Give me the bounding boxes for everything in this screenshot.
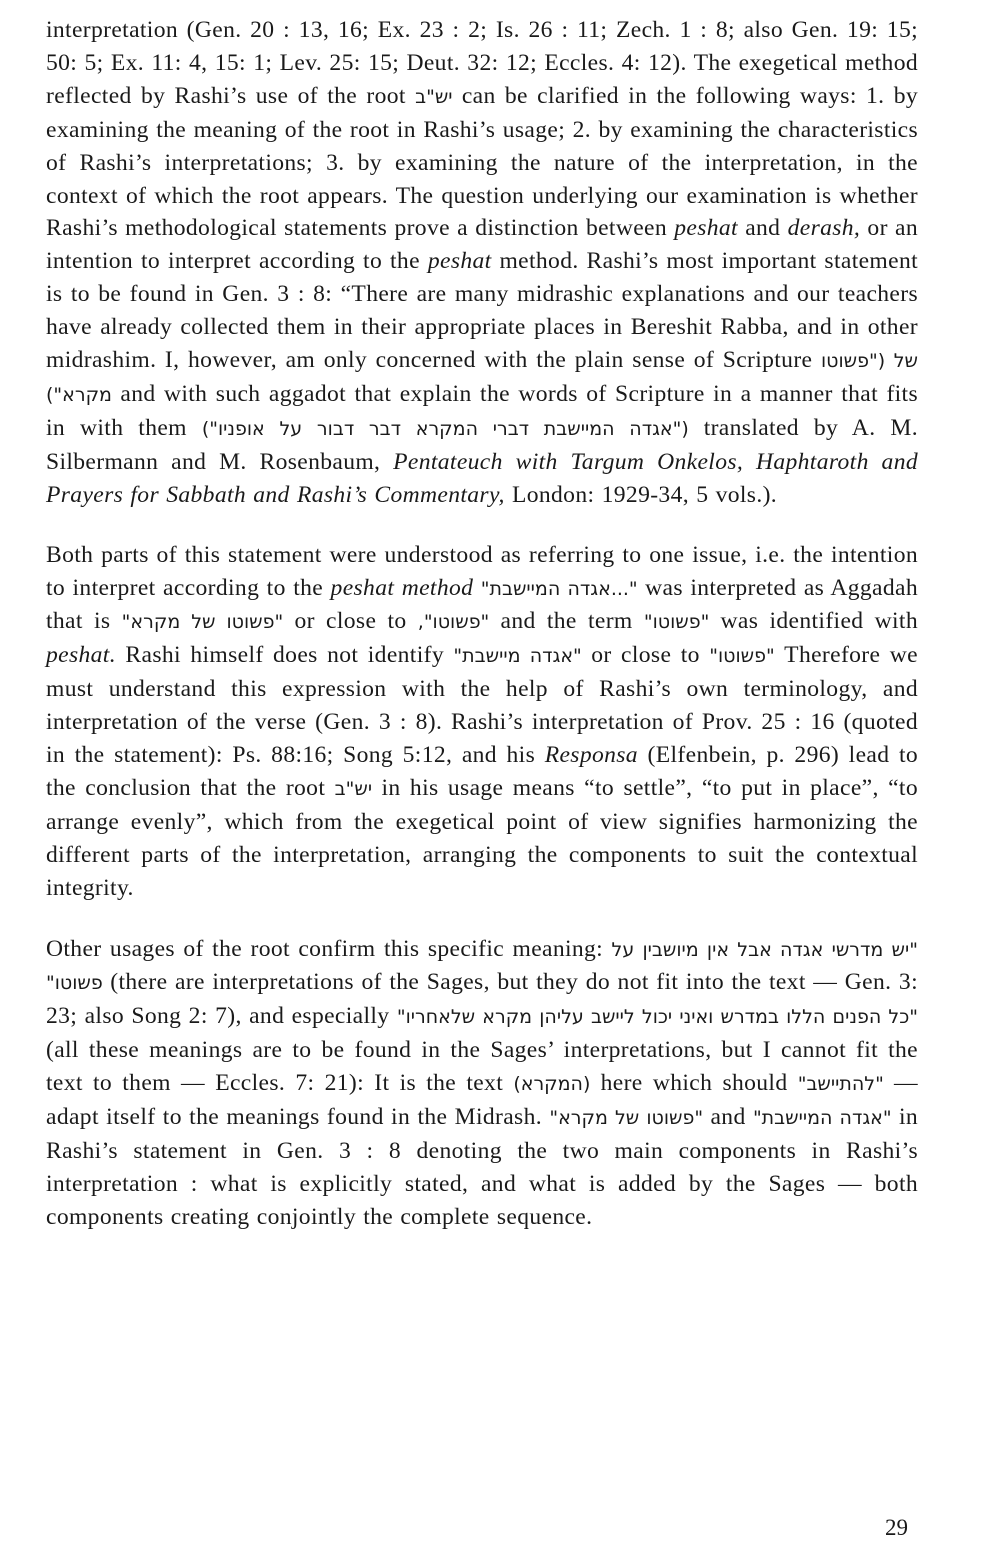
p1-text-5: method. Rashi’s most important statement is to be found in Gen. 3 : 8: “There are many midrashic explanations and our teachers have already collected them in their appropriate places in Bereshit Rabba, and in other midrashim. I, however, am only concerned with the plain sense of Scripture [46, 248, 918, 374]
p2-text-8: or close to [581, 642, 710, 669]
p1-text-7: translated by A. M. Silbermann and M. Rosenbaum, [46, 414, 918, 475]
p3-hebrew-4: "להתיישב" [797, 1073, 884, 1096]
p1-text-3: and [737, 215, 788, 242]
p2-text-2 [473, 575, 480, 601]
p2-hebrew-1: "...אגדה המיישבת" [480, 577, 638, 600]
p2-italic-peshat: peshat. [46, 642, 116, 669]
p1-hebrew-aggadah-quote: ("אגדה המיישבת דברי המקרא דבר דבור על אופניו") [201, 417, 689, 440]
p1-text-8: London: 1929-34, 5 vols.). [504, 481, 778, 508]
p2-hebrew-3: "פשוטו", [417, 611, 490, 634]
p2-hebrew-5: "אגדה מיישבת" [453, 645, 582, 668]
p1-hebrew-peshuto: ("פשוטו [820, 350, 886, 373]
p2-text-10: (Elfenbein, p. 296) lead to the conclusion that the root [46, 742, 918, 801]
p2-text-1: Both parts of this statement were understood as referring to one issue, i.e. the intention to interpret according to the [46, 541, 918, 601]
p2-italic-responsa: Responsa [544, 742, 638, 769]
page-body [46, 14, 918, 1234]
p1-text-6: and with such aggadot that explain the words of Scripture in a manner that fits in with them [46, 380, 918, 441]
paragraph-1 [46, 14, 918, 512]
p2-text-4: or close to [283, 608, 418, 635]
page-number: 29 [885, 1515, 908, 1540]
p1-text-1: interpretation (Gen. 20 : 13, 16; Ex. 23 : 2; Is. 26 : 11; Zech. 1 : 8; also Gen. 19: 15; 50: 5; Ex. 11: 4, 15: 1; Lev. 25: 15; Deut. 32: 12; Eccles. 4: 12). The exegetical method reflected by Rashi’s use of the root [46, 17, 918, 109]
p3-text-3: (all these meanings are to be found in the Sages’ interpretations, but I cannot fit the text to them — Eccles. 7: 21): It is the text [46, 1037, 918, 1097]
p2-hebrew-4: "פשוטו" [643, 611, 710, 634]
p2-text-5: and the term [489, 608, 644, 635]
p3-hebrew-2: "כל הפנים הללו במדרש ואיני יכול ליישב עליהן מקרא שלאחריו" [396, 1006, 918, 1029]
p3-hebrew-3: (המקרא) [513, 1073, 591, 1096]
p1-text-4: or an intention to interpret according to the [46, 215, 918, 275]
paragraph-3 [46, 933, 918, 1234]
p1-text-2: can be clarified in the following ways: 1. by examining the meaning of the root in Rashi’s usage; 2. by examining the characteristics of Rashi’s interpretations; 3. by examining the nature of the interpretation, in the context of which the root appears. The question underlying our examination is whether Rashi’s methodological statements prove a distinction between [46, 82, 918, 242]
p1-italic-book-title: Pentateuch with Targum Onkelos, Haphtaroth and Prayers for Sabbath and Rashi’s Commentary, [46, 448, 918, 508]
p2-text-3: was interpreted as Aggadah that is [46, 574, 918, 635]
p2-text-7: Rashi himself does not identify [115, 642, 454, 669]
p2-italic-peshat-method: peshat method [330, 574, 474, 601]
p1-italic-peshat: peshat [674, 215, 738, 242]
p2-text-9: Therefore we must understand this expression with the help of Rashi’s own terminology, and interpretation of the verse (Gen. 3 : 8). Rashi’s interpretation of Prov. 25 : 16 (quoted in the statement): Ps. 88:16; Song 5:12, and his [46, 642, 918, 769]
p1-italic-peshat-2: peshat [427, 248, 492, 275]
p1-hebrew-root: יש"ב [415, 85, 453, 108]
p2-text-6: was identified with [709, 608, 918, 635]
p3-text-2: (there are interpretations of the Sages, but they do not fit into the text — Gen. 3: 23; also Song 2: 7), and especially [46, 969, 918, 1030]
p3-hebrew-5: "פשוטו של מקרא" [549, 1107, 704, 1130]
p2-hebrew-6: "פשוטו" [709, 645, 775, 668]
p3-text-1: Other usages of the root confirm this specific meaning: [46, 935, 612, 962]
p3-hebrew-1: "יש מדרשי אגדה אבל אין מיושבין על פשוטו" [46, 938, 918, 995]
p3-text-5: — adapt itself to the meanings found in the Midrash. [46, 1070, 918, 1131]
p1-italic-derash: derash, [787, 215, 861, 242]
p3-text-4: here which should [590, 1070, 798, 1097]
p1-hebrew-shel-mikra: של מקרא") [46, 350, 918, 406]
p3-text-7: in Rashi’s statement in Gen. 3 : 8 denoting the two main components in Rashi’s interpretation : what is explicitly stated, and what is added by the Sages — both components creating conjointly the complete sequence. [46, 1104, 918, 1230]
p3-hebrew-6: "אגדה המיישבת" [752, 1107, 892, 1130]
p2-hebrew-2: "פשוטו של מקרא" [121, 611, 284, 634]
paragraph-2 [46, 539, 918, 905]
p3-text-6: and [703, 1104, 753, 1131]
p2-hebrew-root: יש"ב [334, 777, 373, 800]
p2-text-11: in his usage means “to settle”, “to put in place”, “to arrange evenly”, which from the exegetical point of view signifies harmonizing the different parts of the interpretation, arranging the components to suit the contextual integrity. [46, 774, 918, 901]
